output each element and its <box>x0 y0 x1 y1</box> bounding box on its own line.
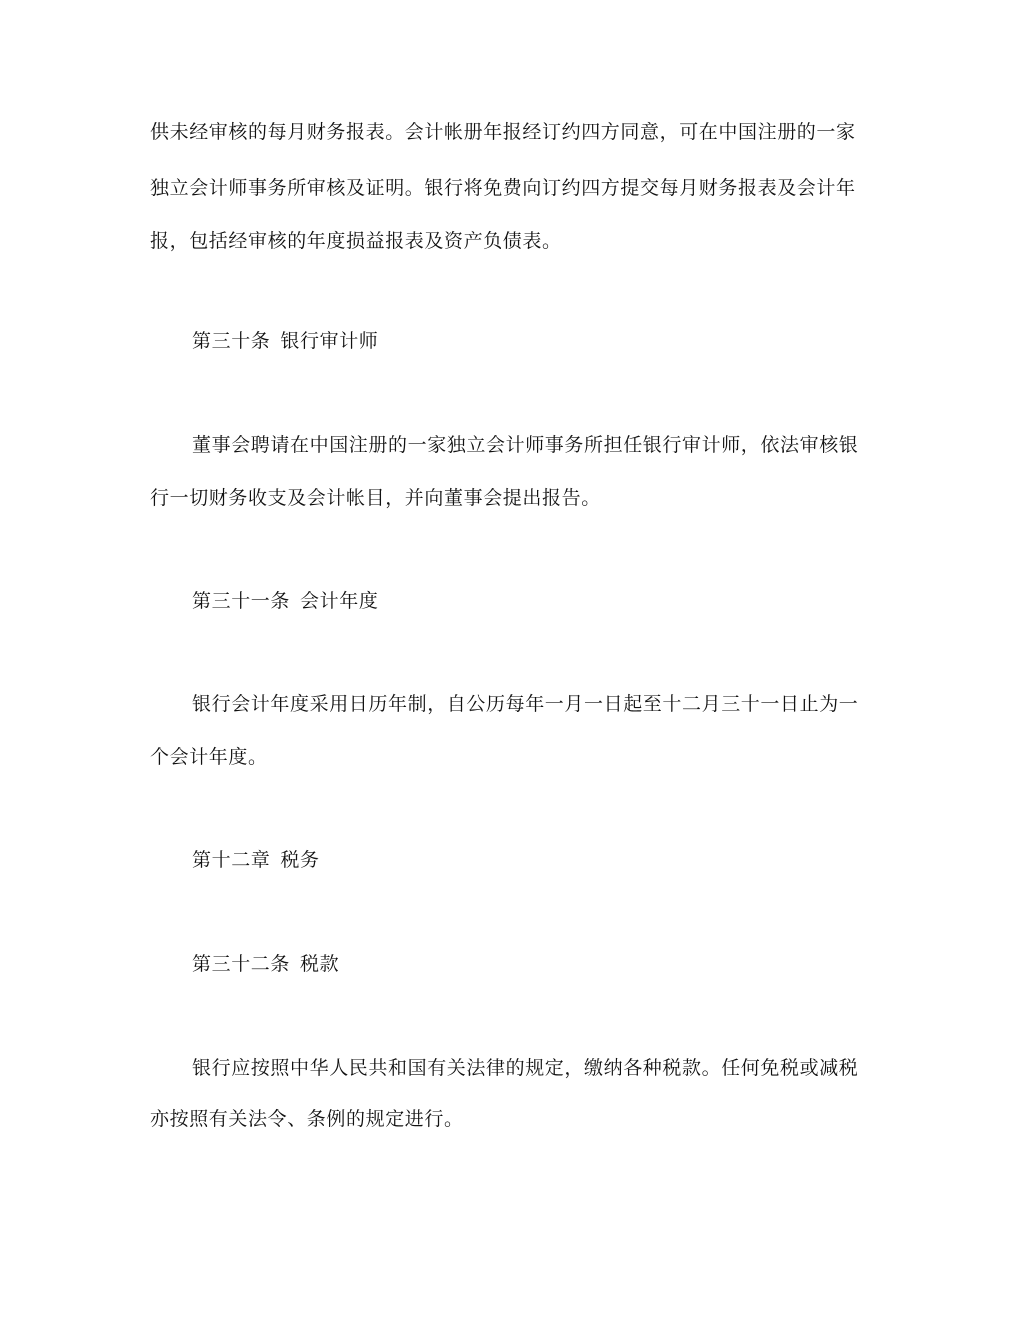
paragraph-line: 报，包括经审核的年度损益报表及资产负债表。 <box>150 230 562 252</box>
paragraph-line: 独立会计师事务所审核及证明。银行将免费向订约四方提交每月财务报表及会计年 <box>150 177 856 199</box>
paragraph-line: 董事会聘请在中国注册的一家独立会计师事务所担任银行审计师，依法审核银 <box>192 434 859 456</box>
article-number: 第三十一条 <box>192 590 291 612</box>
chapter-heading-12 <box>192 846 874 874</box>
chapter-number: 第十二章 <box>192 849 271 871</box>
article-title: 银行审计师 <box>280 330 379 352</box>
article-number: 第三十条 <box>192 330 271 352</box>
chapter-title: 税务 <box>280 849 320 871</box>
article-heading-31 <box>192 587 874 615</box>
paragraph-line: 供未经审核的每月财务报表。会计帐册年报经订约四方同意，可在中国注册的一家 <box>150 121 856 143</box>
article-heading-30 <box>192 327 874 355</box>
paragraph-line: 行一切财务收支及会计帐目，并向董事会提出报告。 <box>150 487 601 509</box>
article-title: 税款 <box>300 953 340 975</box>
paragraph-line: 银行应按照中华人民共和国有关法律的规定，缴纳各种税款。任何免税或减税 <box>192 1057 859 1079</box>
article-heading-32 <box>192 950 874 978</box>
paragraph-line: 银行会计年度采用日历年制，自公历每年一月一日起至十二月三十一日止为一 <box>192 693 859 715</box>
paragraph-line: 个会计年度。 <box>150 746 268 768</box>
paragraph-line: 亦按照有关法令、条例的规定进行。 <box>150 1108 464 1130</box>
article-title: 会计年度 <box>300 590 379 612</box>
article-number: 第三十二条 <box>192 953 291 975</box>
